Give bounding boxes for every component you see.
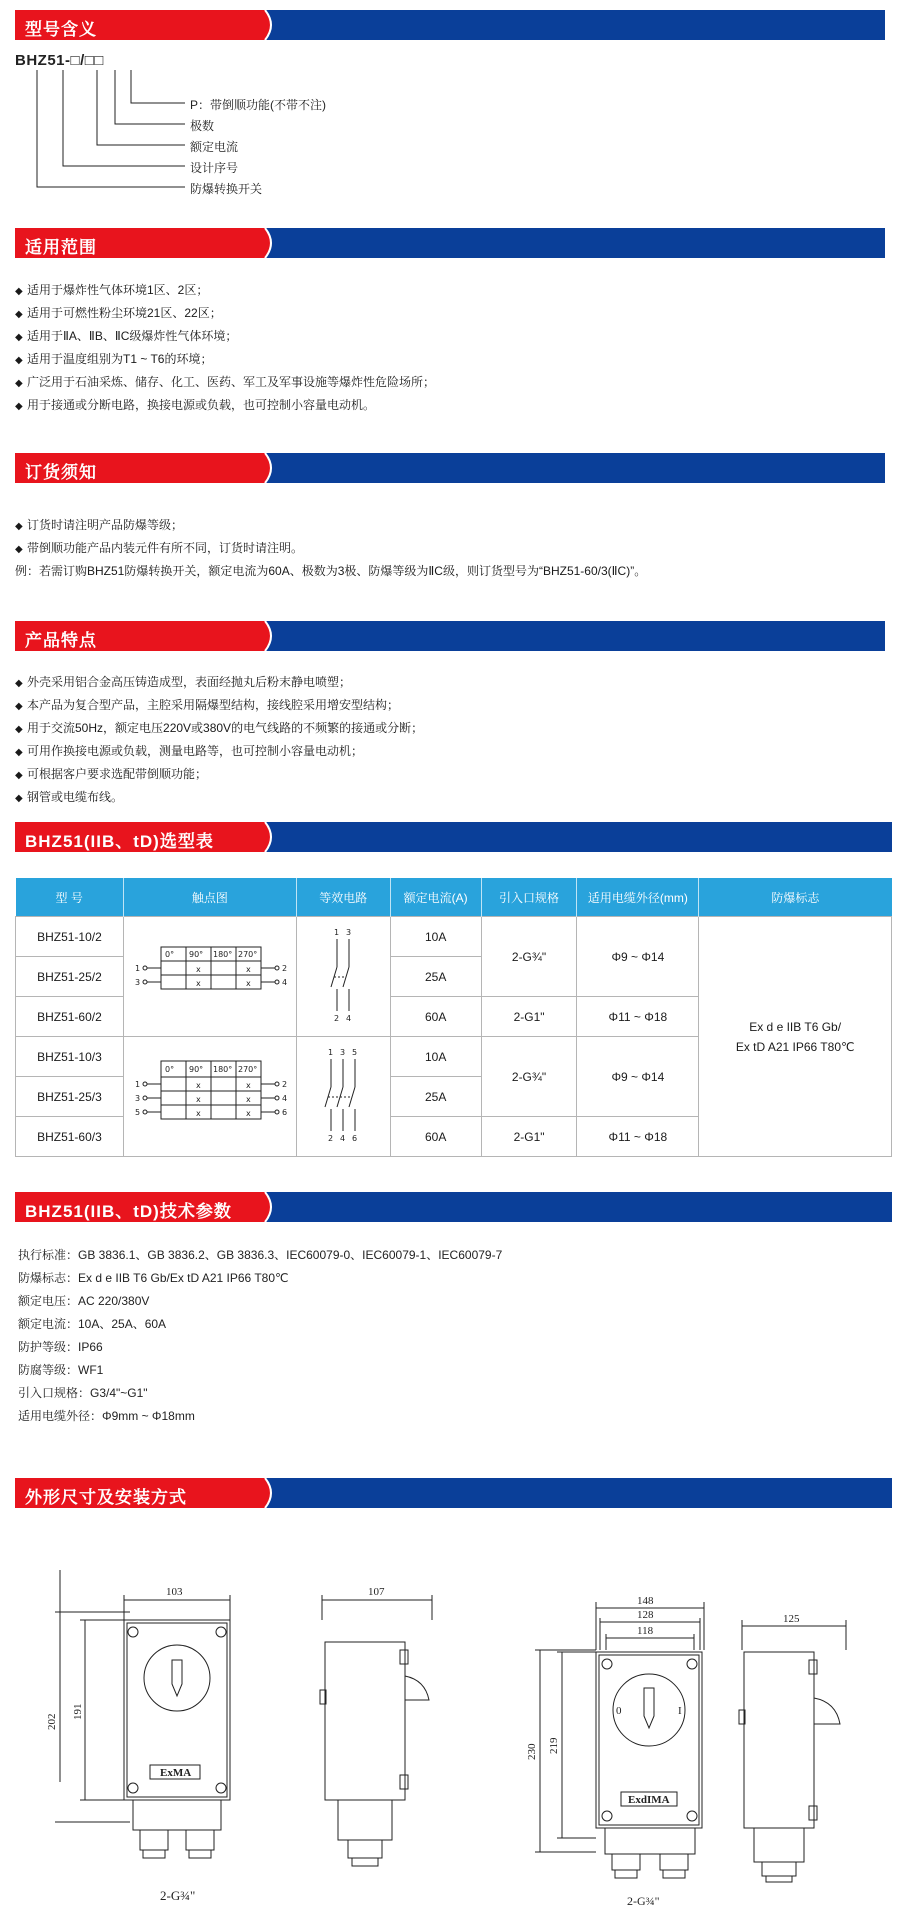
x-mark: x: [195, 1095, 201, 1104]
x-mark: x: [245, 1109, 251, 1118]
angle-label: 180°: [212, 950, 233, 959]
tech-param: 引入口规格：G3/4"~G1": [18, 1386, 148, 1400]
terminal-label: 4: [281, 978, 287, 987]
current-cell: 10A: [390, 1037, 481, 1077]
table-header: 等效电路: [296, 878, 390, 917]
current-cell: 25A: [390, 1077, 481, 1117]
dim-label: 118: [637, 1625, 654, 1637]
terminal-label: 4: [346, 1014, 352, 1023]
model-label-switch: 防爆转换开关: [190, 182, 263, 196]
dim-label: 202: [46, 1713, 58, 1730]
section-title: 型号含义: [25, 20, 97, 39]
scope-item: ◆ 用于接通或分断电路，换接电源或负载，也可控制小容量电动机。: [15, 398, 376, 412]
table-header: 引入口规格: [481, 878, 577, 917]
banner-shape: [15, 621, 885, 651]
section-title: BHZ51(IIB、tD)选型表: [25, 832, 214, 851]
model-code: BHZ51-□/□□: [15, 52, 104, 69]
selection-table: [15, 878, 892, 1157]
banner-shape: [15, 453, 885, 483]
section-banner-dims: [15, 1478, 892, 1508]
terminal-label: 1: [134, 964, 140, 973]
order-item: ◆ 带倒顺功能产品内装元件有所不同，订货时请注明。: [15, 541, 304, 555]
x-mark: x: [245, 1095, 251, 1104]
model-cell: BHZ51-60/3: [16, 1117, 124, 1157]
contact-diagram-3p: [123, 1037, 296, 1157]
x-mark: x: [245, 1081, 251, 1090]
terminal-label: 3: [340, 1048, 346, 1057]
dim-label: 103: [166, 1586, 183, 1598]
current-cell: 25A: [390, 957, 481, 997]
terminal-label: 3: [134, 1094, 140, 1103]
table-row: [16, 917, 892, 957]
section-banner-meaning: [15, 10, 885, 40]
entry-cell: 2-G1": [481, 997, 577, 1037]
terminal-label: 2: [328, 1134, 334, 1143]
cable-cell: Φ9 ~ Φ14: [577, 1037, 699, 1117]
table-header: 适用电缆外径(mm): [577, 878, 699, 917]
section-title: 适用范围: [25, 238, 97, 257]
feature-item: ◆ 钢管或电缆布线。: [15, 790, 124, 804]
angle-label: 180°: [212, 1065, 233, 1074]
feature-item: ◆ 可根据客户要求选配带倒顺功能；: [15, 767, 208, 781]
angle-label: 90°: [188, 1065, 204, 1074]
tech-param: 防护等级：IP66: [18, 1340, 103, 1354]
x-mark: x: [245, 965, 251, 974]
entry-label-b: 2-G¾": [627, 1894, 660, 1908]
scope-item: ◆ 适用于爆炸性气体环境1区、2区；: [15, 283, 209, 297]
entry-cell: 2-G¾": [481, 917, 577, 997]
equivalent-circuit-2p: [296, 917, 390, 1037]
tech-param: 执行标准：GB 3836.1、GB 3836.2、GB 3836.3、IEC60079-0、IEC60079-1、IEC60079-7: [18, 1248, 503, 1262]
exmark-cell: [699, 917, 892, 1157]
terminal-label: 3: [134, 978, 140, 987]
nameplate-a: ExMA: [160, 1767, 192, 1779]
dim-label: 125: [783, 1613, 800, 1625]
model-cell: BHZ51-10/3: [16, 1037, 124, 1077]
model-cell: BHZ51-10/2: [16, 917, 124, 957]
contact-diagram-2p-svg: [125, 945, 295, 1005]
nameplate-b: ExdIMA: [628, 1794, 670, 1806]
model-label-poles: 极数: [190, 119, 215, 133]
terminal-label: 4: [340, 1134, 346, 1143]
order-example: 例：若需订购BHZ51防爆转换开关，额定电流为60A、极数为3极、防爆等级为ⅡC级，则订货型号为“BHZ51-60/3(ⅡC)”。: [15, 564, 647, 578]
current-cell: 60A: [390, 997, 481, 1037]
tech-param: 适用电缆外径：Φ9mm ~ Φ18mm: [18, 1409, 195, 1423]
x-mark: x: [195, 979, 201, 988]
cable-cell: Φ9 ~ Φ14: [577, 917, 699, 997]
angle-label: 90°: [188, 950, 204, 959]
terminal-label: 1: [328, 1048, 334, 1057]
terminal-label: 1: [334, 928, 340, 937]
scope-item: ◆ 广泛用于石油采炼、储存、化工、医药、军工及军事设施等爆炸性危险场所；: [15, 375, 436, 389]
equivalent-circuit-3p-svg: [319, 1045, 367, 1145]
model-leader-lines: [0, 70, 200, 190]
model-label-design: 设计序号: [190, 161, 239, 175]
contact-diagram-2p: [123, 917, 296, 1037]
position-label: 0: [616, 1705, 622, 1717]
dim-label: 107: [368, 1586, 385, 1598]
cable-cell: Φ11 ~ Φ18: [577, 1117, 699, 1157]
table-header-row: [16, 878, 892, 917]
tech-param: 防腐等级：WF1: [18, 1363, 104, 1377]
feature-item: ◆ 可用作换接电源或负载，测量电路等，也可控制小容量电动机；: [15, 744, 364, 758]
dim-label: 191: [72, 1703, 84, 1720]
exmark-line: Ex tD A21 IP66 T80℃: [735, 1039, 855, 1054]
terminal-label: 1: [134, 1080, 140, 1089]
current-cell: 10A: [390, 917, 481, 957]
model-label-p: P：带倒顺功能(不带不注): [190, 98, 326, 112]
angle-label: 0°: [164, 950, 174, 959]
equivalent-circuit-3p: [296, 1037, 390, 1157]
position-label: I: [678, 1705, 682, 1717]
contact-diagram-3p-svg: [125, 1059, 295, 1131]
dimension-drawings: [0, 1560, 900, 1916]
feature-item: ◆ 外壳采用铝合金高压铸造成型，表面经抛丸后粉末静电喷塑；: [15, 675, 352, 689]
current-cell: 60A: [390, 1117, 481, 1157]
cable-cell: Φ11 ~ Φ18: [577, 997, 699, 1037]
terminal-label: 5: [352, 1048, 358, 1057]
terminal-label: 4: [281, 1094, 287, 1103]
x-mark: x: [195, 1081, 201, 1090]
model-cell: BHZ51-25/2: [16, 957, 124, 997]
entry-cell: 2-G¾": [481, 1037, 577, 1117]
section-banner-scope: [15, 228, 885, 258]
table-header: 触点图: [123, 878, 296, 917]
section-title: 外形尺寸及安装方式: [25, 1488, 187, 1507]
tech-param: 额定电流：10A、25A、60A: [18, 1317, 167, 1331]
exmark-line: Ex d e IIB T6 Gb/: [749, 1019, 842, 1034]
feature-item: ◆ 本产品为复合型产品，主腔采用隔爆型结构，接线腔采用增安型结构；: [15, 698, 400, 712]
section-banner-tech: [15, 1192, 892, 1222]
x-mark: x: [245, 979, 251, 988]
table-header: 型 号: [16, 878, 124, 917]
x-mark: x: [195, 965, 201, 974]
terminal-label: 6: [352, 1134, 358, 1143]
table-header: 额定电流(A): [390, 878, 481, 917]
scope-item: ◆ 适用于ⅡA、ⅡB、ⅡC级爆炸性气体环境；: [15, 329, 238, 343]
terminal-label: 3: [346, 928, 352, 937]
banner-shape: [15, 228, 885, 258]
angle-label: 270°: [237, 1065, 258, 1074]
entry-label-a: 2-G¾": [160, 1888, 196, 1903]
section-banner-selection: [15, 822, 892, 852]
table-header: 防爆标志: [699, 878, 892, 917]
feature-item: ◆ 用于交流50Hz，额定电压220V或380V的电气线路的不频繁的接通或分断；: [15, 721, 424, 735]
tech-param: 防爆标志：Ex d e IIB T6 Gb/Ex tD A21 IP66 T80℃: [18, 1271, 289, 1285]
terminal-label: 5: [134, 1108, 140, 1117]
equivalent-circuit-2p-svg: [323, 925, 363, 1025]
section-title: 产品特点: [25, 631, 97, 650]
section-banner-order: [15, 453, 885, 483]
scope-item: ◆ 适用于可燃性粉尘环境21区、22区；: [15, 306, 222, 320]
model-cell: BHZ51-60/2: [16, 997, 124, 1037]
section-banner-features: [15, 621, 885, 651]
angle-label: 0°: [164, 1065, 174, 1074]
tech-param: 额定电压：AC 220/380V: [18, 1294, 150, 1308]
terminal-label: 2: [281, 1080, 287, 1089]
banner-shape: [15, 10, 885, 40]
section-title: BHZ51(IIB、tD)技术参数: [25, 1202, 232, 1221]
entry-cell: 2-G1": [481, 1117, 577, 1157]
scope-item: ◆ 适用于温度组别为T1 ~ T6的环境；: [15, 352, 213, 366]
dim-label: 148: [637, 1595, 654, 1607]
terminal-label: 6: [281, 1108, 287, 1117]
angle-label: 270°: [237, 950, 258, 959]
order-item: ◆ 订货时请注明产品防爆等级；: [15, 518, 184, 532]
dim-label: 128: [637, 1609, 654, 1621]
dim-label: 230: [526, 1743, 538, 1760]
terminal-label: 2: [334, 1014, 340, 1023]
dim-label: 219: [548, 1737, 560, 1754]
x-mark: x: [195, 1109, 201, 1118]
model-label-current: 额定电流: [190, 140, 239, 154]
terminal-label: 2: [281, 964, 287, 973]
section-title: 订货须知: [25, 463, 97, 482]
model-cell: BHZ51-25/3: [16, 1077, 124, 1117]
